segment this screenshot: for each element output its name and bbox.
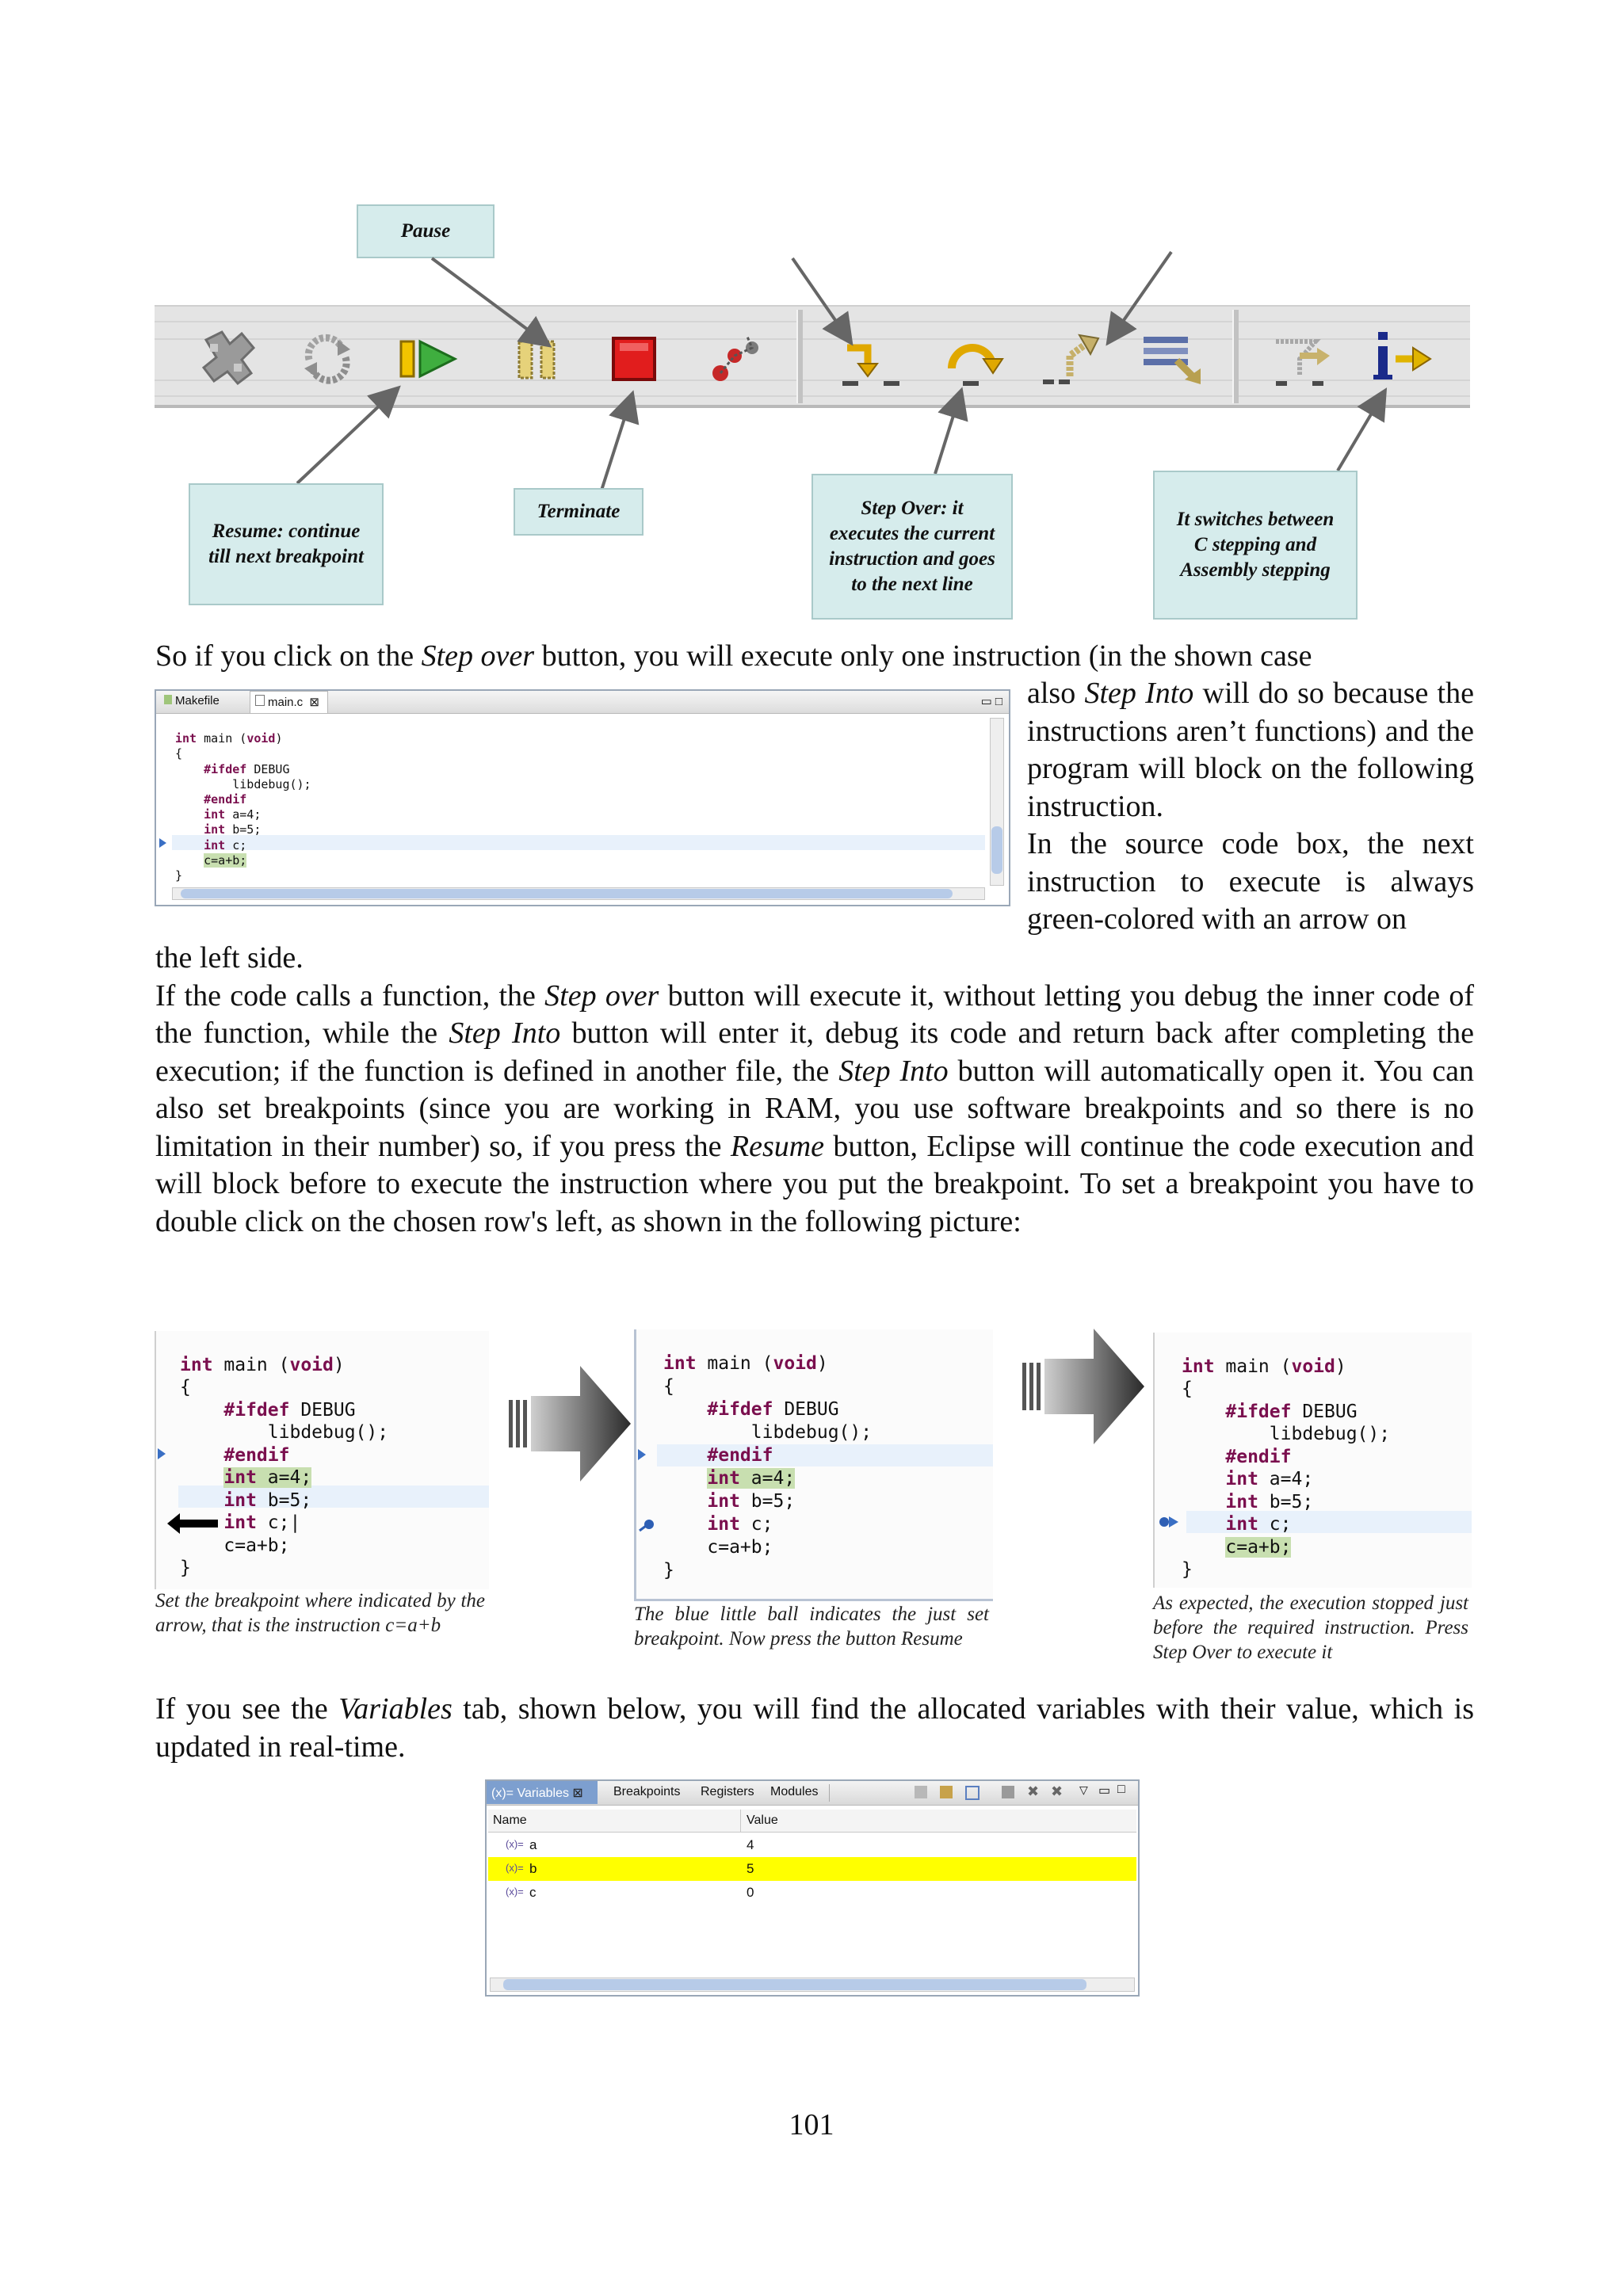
callout-pause: Pause (357, 204, 495, 258)
table-row[interactable] (488, 1881, 1136, 1905)
editor-code: int main (void) { #ifdef DEBUG libdebug(); #endif int a=4; int b=5; int c; c=a+b; } (175, 731, 311, 883)
variables-rows (488, 1833, 1136, 1905)
column-value[interactable]: Value (747, 1814, 778, 1827)
view-menu-icon[interactable]: ▽ (1079, 1783, 1088, 1796)
code-panel-2-code: int main (void) { #ifdef DEBUG libdebug(); #endif int a=4; int b=5; int c; c=a+b; } (663, 1353, 873, 1581)
variable-icon: (x)= (506, 1838, 524, 1850)
tab-modules[interactable]: Modules (770, 1785, 819, 1798)
code-panel-3 (1153, 1333, 1472, 1588)
paragraph-step-over: So if you click on the Step over button, you will execute only one instruction (in the shown case (155, 639, 1312, 673)
editor-tab-bar (156, 691, 1009, 714)
variable-value: 0 (747, 1885, 754, 1900)
code-panel-1-code: int main (void) { #ifdef DEBUG libdebug(); #endif int a=4; int b=5; int c;| c=a+b; } (180, 1354, 389, 1578)
horizontal-scrollbar[interactable] (172, 887, 985, 900)
collapse-all-icon[interactable] (965, 1786, 980, 1800)
show-type-names-icon[interactable] (915, 1786, 927, 1798)
c-file-icon (255, 695, 265, 706)
variables-icon: (x)= (491, 1787, 514, 1800)
horizontal-scrollbar[interactable] (490, 1978, 1135, 1992)
code-panel-2 (634, 1329, 993, 1601)
add-watch-icon[interactable] (1002, 1786, 1014, 1798)
close-icon[interactable]: ⊠ (309, 696, 319, 709)
callout-step-over: Step Over: it executes the current instruction and goes to the next line (812, 474, 1013, 620)
show-logical-structure-icon[interactable] (940, 1786, 953, 1798)
tab-main-c[interactable]: main.c ⊠ (250, 691, 328, 713)
breakpoint-ball-icon (638, 1518, 657, 1534)
instruction-pointer-icon (159, 838, 166, 848)
tab-makefile[interactable]: Makefile (164, 694, 220, 707)
window-controls[interactable]: ▭ □ (980, 695, 1002, 708)
variable-value: 5 (747, 1861, 754, 1876)
variable-name: c (529, 1885, 537, 1900)
column-name[interactable]: Name (493, 1814, 527, 1827)
big-arrow-icon (507, 1364, 632, 1483)
instruction-pointer-icon (638, 1449, 646, 1460)
vertical-scrollbar[interactable] (990, 718, 1004, 886)
big-arrow-icon (1021, 1327, 1146, 1446)
paragraph-breakpoints: the left side. If the code calls a function, the Step over button will execute it, without letting you debug the inner code of the function, while the Step Into button will enter it, debug its code and return back after completing the execution; if the function is defined in another file, the Step Into button will automatically open it. You can also set breakpoints (since you are working in RAM, you use software breakpoints and so there is no limitation in their number) so, if you press the Resume button, Eclipse will continue the code execution and will block before to execute the instruction where you put the breakpoint. To set a breakpoint you have to double click on the chosen row's left, as shown in the following picture: (155, 941, 1474, 1238)
callout-terminate: Terminate (514, 488, 643, 536)
file-icon (164, 695, 172, 704)
remove-all-icon[interactable]: ✖ (1051, 1783, 1064, 1799)
black-arrow-icon (167, 1512, 220, 1535)
side-text: also Step Into will do so because the instructions aren’t functions) and the program will block on the following instruction. In the source code box, the next instruction to execute is always green-colored with an arrow on (1027, 677, 1474, 936)
tab-variables[interactable]: (x)= Variables ⊠ (487, 1781, 598, 1804)
variable-name: a (529, 1837, 537, 1852)
column-headers (488, 1810, 1136, 1833)
variable-icon: (x)= (506, 1862, 524, 1874)
variable-icon: (x)= (506, 1886, 524, 1897)
table-row[interactable] (488, 1857, 1136, 1881)
tab-registers[interactable]: Registers (701, 1785, 754, 1798)
variables-view (485, 1779, 1140, 1997)
caption-1: Set the breakpoint where indicated by the arrow, that is the instruction c=a+b (155, 1590, 485, 1636)
remove-icon[interactable]: ✖ (1027, 1783, 1040, 1799)
table-row[interactable] (488, 1833, 1136, 1857)
variable-value: 4 (747, 1837, 754, 1852)
code-panel-1 (155, 1331, 489, 1589)
editor-screenshot (155, 689, 1010, 906)
scrollbar-thumb[interactable] (503, 1979, 1086, 1990)
caption-2: The blue little ball indicates the just set breakpoint. Now press the button Resume (634, 1604, 989, 1650)
page-number: 101 (789, 2108, 834, 2142)
instruction-pointer-icon (158, 1448, 166, 1459)
callout-resume: Resume: continue till next breakpoint (189, 483, 384, 605)
scrollbar-thumb[interactable] (181, 889, 953, 898)
breakpoint-pointer-icon (1158, 1513, 1182, 1531)
code-panel-3-code: int main (void) { #ifdef DEBUG libdebug(); #endif int a=4; int b=5; int c; c=a+b; } (1182, 1356, 1391, 1580)
paragraph-variables: If you see the Variables tab, shown below, you will find the allocated variables with their value, which is updated in real-time. (155, 1692, 1474, 1764)
variable-name: b (529, 1861, 537, 1876)
minimize-icon[interactable]: ▭ (1098, 1784, 1111, 1798)
caption-3: As expected, the execution stopped just before the required instruction. Press Step Over to execute it (1153, 1592, 1468, 1663)
maximize-icon[interactable]: □ (1117, 1783, 1125, 1796)
close-icon[interactable]: ⊠ (572, 1787, 583, 1800)
scrollbar-thumb[interactable] (991, 826, 1002, 874)
callout-switch-stepping: It switches between C stepping and Assembly stepping (1153, 471, 1358, 620)
view-tab-bar (487, 1781, 1138, 1806)
tab-breakpoints[interactable]: Breakpoints (613, 1785, 681, 1798)
